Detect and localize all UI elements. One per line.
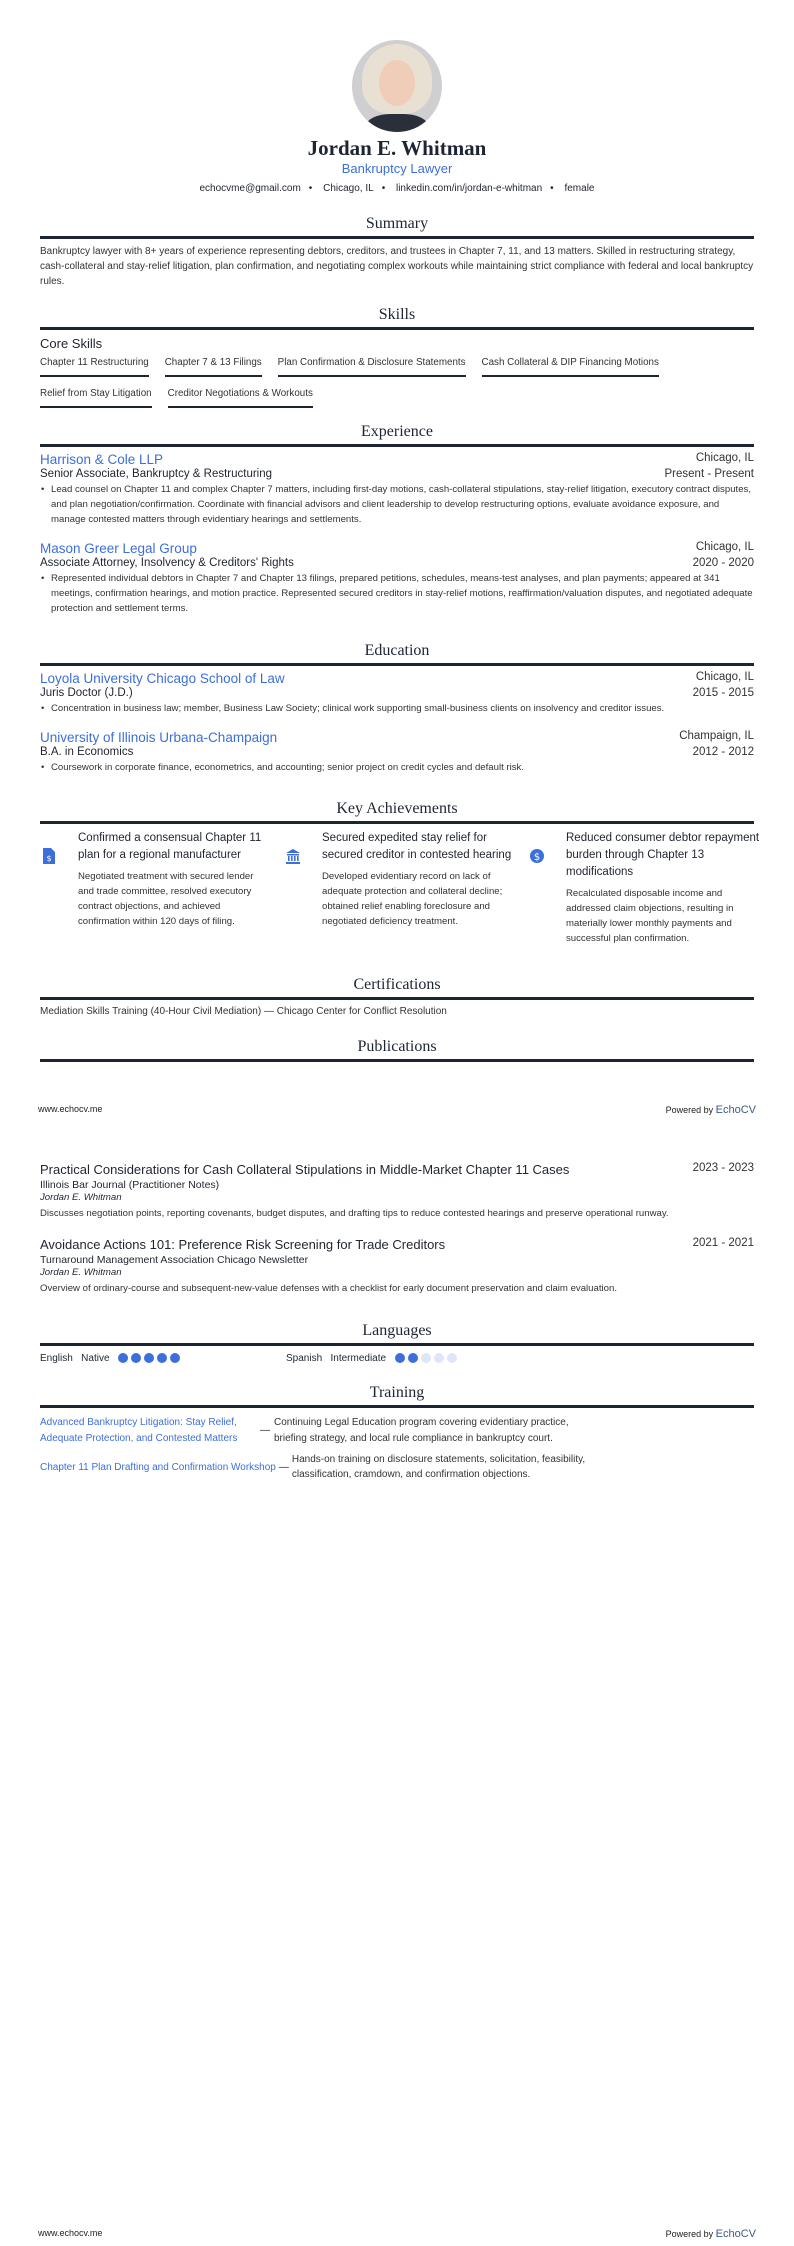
publication-title: Practical Considerations for Cash Collateral Stipulations in Middle-Market Chapter 11 Cases (40, 1162, 570, 1177)
summary-heading: Summary (40, 215, 754, 239)
job-dates: 2020 - 2020 (692, 557, 754, 569)
achievement-item (530, 830, 760, 946)
skill-chip: Chapter 7 & 13 Filings (165, 352, 262, 377)
skill-chip: Relief from Stay Litigation (40, 383, 152, 408)
achievement-item (286, 830, 516, 929)
contact-line: echocvme@gmail.com • Chicago, IL • linkedin.com/in/jordan-e-whitman • female (199, 183, 595, 194)
publication-title: Avoidance Actions 101: Preference Risk Screening for Trade Creditors (40, 1237, 446, 1252)
publication-author: Jordan E. Whitman (40, 1192, 122, 1203)
job-bullet: • Lead counsel on Chapter 11 and complex Chapter 7 matters, including first-day motions, cash-collateral stipulations, stay-relief litigation, executory contract disputes, and plan negotiation/confirmation. Coordinate with financial advisors and client leadership to develop restructuring options, evaluate avoidance exposure, and manage contested matters through evidentiary hearings and settlements. (40, 482, 754, 527)
language-item (286, 1353, 457, 1364)
svg-text:$: $ (46, 854, 52, 863)
training-heading: Training (40, 1384, 754, 1408)
achievement-item (42, 830, 272, 929)
svg-text:$: $ (533, 852, 541, 863)
education-heading: Education (40, 642, 754, 666)
footer-brand[interactable]: EchoCV (715, 1104, 756, 1116)
publication-desc: Discusses negotiation points, reporting covenants, budget disputes, and drafting tips to reduce contested hearings and preserve operational runway. (40, 1208, 669, 1219)
certifications-heading: Certifications (40, 976, 754, 1000)
publications-heading: Publications (40, 1038, 754, 1062)
publication-author: Jordan E. Whitman (40, 1267, 122, 1278)
publication-dates: 2023 - 2023 (692, 1162, 754, 1174)
publication-item (40, 1237, 754, 1294)
school-location: Chicago, IL (695, 671, 754, 683)
footer-site[interactable]: www.echocv.me (38, 2228, 103, 2238)
contact-gender: female (564, 183, 595, 194)
language-level: Native (81, 1353, 110, 1364)
job-location: Chicago, IL (695, 541, 754, 553)
language-level: Intermediate (330, 1353, 387, 1364)
school-location: Champaign, IL (679, 730, 754, 742)
language-name: English (40, 1353, 73, 1364)
degree: Juris Doctor (J.D.) (40, 687, 133, 699)
contact-email[interactable]: echocvme@gmail.com (199, 183, 301, 194)
job-location: Chicago, IL (695, 452, 754, 464)
language-name: Spanish (286, 1353, 323, 1364)
school-name: Loyola University Chicago School of Law (40, 671, 285, 686)
languages-heading: Languages (40, 1322, 754, 1346)
education-item (40, 671, 754, 716)
skills-group-title: Core Skills (40, 336, 103, 351)
training-sep: — (260, 1425, 270, 1436)
education-bullet: • Concentration in business law; member, Business Law Society; clinical work supporting small-business clients on insolvency and creditor issues. (40, 701, 754, 716)
contact-location: Chicago, IL (323, 183, 374, 194)
education-bullet: • Coursework in corporate finance, econometrics, and accounting; senior project on credit cycles and default risk. (40, 760, 754, 775)
certification-sep: — (263, 1006, 274, 1017)
job-bullet: • Represented individual debtors in Chapter 7 and Chapter 13 filings, prepared petitions, schedules, means-test analyses, and plan payments; appeared at 341 meetings, confirmation hearings, and motion practice. Represented secured creditors in stay-relief motions, reaffirmation/valuation disputes, and negotiated adequate protection and settlement terms. (40, 571, 754, 616)
experience-heading: Experience (40, 423, 754, 447)
file-dollar-icon (42, 848, 56, 864)
publication-venue: Illinois Bar Journal (Practitioner Notes) (40, 1179, 220, 1191)
experience-item (40, 452, 754, 527)
training-desc: Continuing Legal Education program covering evidentiary practice, briefing strategy, and local rule compliance in bankruptcy court. (274, 1417, 569, 1444)
education-dates: 2012 - 2012 (692, 746, 754, 758)
publication-desc: Overview of ordinary-course and subsequent-new-value defenses with a checklist for early document preservation and claim evaluation. (40, 1283, 617, 1294)
bank-icon (286, 848, 300, 864)
job-title: Bankruptcy Lawyer (341, 161, 453, 176)
page-footer (38, 2228, 756, 2240)
company-name: Mason Greer Legal Group (40, 541, 197, 556)
contact-linkedin[interactable]: linkedin.com/in/jordan-e-whitman (395, 183, 543, 194)
publication-venue: Turnaround Management Association Chicago Newsletter (40, 1254, 309, 1266)
school-name: University of Illinois Urbana-Champaign (40, 730, 278, 745)
footer-brand[interactable]: EchoCV (715, 2228, 756, 2240)
page-footer (38, 1104, 756, 1116)
achievement-desc: Recalculated disposable income and addressed claim objections, resulting in materially lower monthly payments and successful plan confirmation. (566, 888, 734, 944)
certification-name: Mediation Skills Training (40-Hour Civil Mediation) (40, 1006, 262, 1017)
footer-powered: Powered by (665, 1105, 714, 1115)
job-role: Senior Associate, Bankruptcy & Restructuring (40, 468, 273, 480)
training-sep: — (278, 1461, 289, 1473)
summary-text: Bankruptcy lawyer with 8+ years of experience representing debtors, creditors, and trustees in Chapter 7, 11, and 13 matters. Skilled in restructuring strategy, cash-collateral and stay-relief litigation, plan confirmation, and negotiating complex workouts while maintaining strict compliance with federal and local bankruptcy rules. (40, 246, 754, 287)
skill-chip: Cash Collateral & DIP Financing Motions (482, 352, 659, 377)
certification-issuer: Chicago Center for Conflict Resolution (276, 1006, 447, 1017)
training-title: Advanced Bankruptcy Litigation: Stay Relief, Adequate Protection, and Contested Matters (40, 1417, 238, 1444)
candidate-name: Jordan E. Whitman (307, 136, 487, 160)
skill-chip: Creditor Negotiations & Workouts (168, 383, 313, 408)
profile-photo (352, 40, 442, 132)
training-title: Chapter 11 Plan Drafting and Confirmation Workshop (40, 1461, 276, 1473)
achievement-desc: Developed evidentiary record on lack of adequate protection and collateral decline; obtained relief enabling foreclosure and negotiated deficiency treatment. (322, 871, 503, 927)
language-item (40, 1353, 180, 1364)
language-rating (395, 1353, 457, 1363)
publication-dates: 2021 - 2021 (692, 1237, 754, 1249)
training-desc: Hands-on training on disclosure statements, solicitation, feasibility, classification, cramdown, and confirmation objections. (291, 1454, 586, 1480)
training-item (40, 1415, 754, 1447)
certification-item (40, 1006, 754, 1017)
skill-chip: Chapter 11 Restructuring (40, 352, 149, 377)
skills-heading: Skills (40, 306, 754, 330)
job-dates: Present - Present (664, 468, 754, 480)
company-name: Harrison & Cole LLP (40, 452, 164, 467)
degree: B.A. in Economics (40, 746, 134, 758)
education-dates: 2015 - 2015 (692, 687, 754, 699)
footer-powered: Powered by (665, 2229, 714, 2239)
publication-item (40, 1162, 754, 1219)
footer-site[interactable]: www.echocv.me (38, 1104, 103, 1114)
achievement-title: Reduced consumer debtor repayment burden through Chapter 13 modifications (566, 832, 760, 878)
achievement-desc: Negotiated treatment with secured lender and trade committee, resolved executory contract objections, and achieved confirmation within 120 days of filing. (78, 871, 254, 927)
skills-section (40, 336, 754, 414)
language-rating (118, 1353, 180, 1363)
achievements-heading: Key Achievements (40, 800, 754, 824)
achievement-title: Secured expedited stay relief for secured creditor in contested hearing (322, 832, 512, 861)
job-role: Associate Attorney, Insolvency & Creditors' Rights (40, 557, 294, 569)
training-item (40, 1452, 754, 1482)
skill-chip: Plan Confirmation & Disclosure Statements (278, 352, 466, 377)
education-item (40, 730, 754, 775)
dollar-circle-icon (530, 848, 544, 864)
experience-item (40, 541, 754, 616)
achievement-title: Confirmed a consensual Chapter 11 plan for a regional manufacturer (78, 832, 262, 861)
